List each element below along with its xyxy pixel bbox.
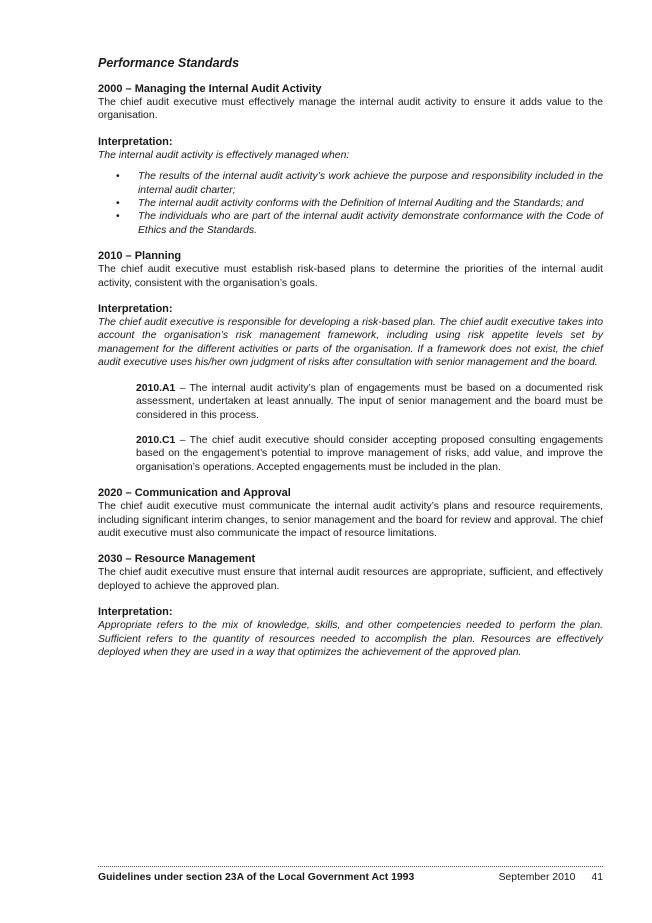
section-2030 [98, 552, 603, 593]
document-page [98, 56, 603, 671]
footer-right [483, 872, 603, 883]
interpretation-text: The chief audit executive is responsible for developing a risk-based plan. The chief audit executive takes into account the organisation’s risk management framework, including using risk appetite levels set by management for the different activities or parts of the organisation. If a framework does not exist, the chief audit executive uses his/her own judgment of risks after consultation with senior management and the board. [98, 317, 603, 369]
bullet-list [98, 170, 603, 237]
footer-date: September 2010 [498, 872, 576, 883]
section-title: 2010 – Planning [98, 250, 182, 263]
page-footer [98, 866, 603, 883]
section-title: 2000 – Managing the Internal Audit Activity [98, 83, 322, 95]
interpretation-2030 [98, 605, 603, 659]
interpretation-text: Appropriate refers to the mix of knowledge, skills, and other competencies needed to perform the plan. Sufficient refers to the quantity of resources needed to accomplish the plan. Resources are effectively deployed when they are used in a way that optimizes the achievement of the approved plan. [98, 620, 603, 658]
interpretation-title: Interpretation: [98, 606, 173, 619]
interpretation-title: Interpretation: [98, 303, 173, 316]
list-item: • The results of the internal audit activity’s work achieve the purpose and responsibility included in the internal audit charter; [116, 171, 603, 196]
footer-title: Guidelines under section 23A of the Local Government Act 1993 [98, 872, 415, 883]
standard-2010-c1: 2010.C1 – The chief audit executive should consider accepting proposed consulting engagements based on the engagement’s potential to improve management of risks, add value, and improve the organisation’s operations. Accepted engagements must be included in the plan. [136, 434, 603, 473]
list-item: • The internal audit activity conforms with the Definition of Internal Auditing and the Standards; and [116, 198, 584, 210]
section-text: The chief audit executive must ensure that internal audit resources are appropriate, sufficient, and effectively deployed to achieve the approved plan. [98, 567, 603, 592]
bullet-icon: • [116, 171, 120, 183]
section-text: The chief audit executive must communicate the internal audit activity’s plans and resource requirements, including significant interim changes, to senior management and the board for review and approval. The chief audit executive must also communicate the impact of resource limitations. [98, 501, 603, 539]
interpretation-title: Interpretation: [98, 135, 173, 148]
interpretation-intro: The internal audit activity is effectively managed when: [98, 149, 350, 161]
section-title: 2030 – Resource Management [98, 553, 256, 566]
interpretation-2010 [98, 302, 603, 474]
standard-2010-a1: 2010.A1 – The internal audit activity’s plan of engagements must be based on a documented risk assessment, undertaken at least annually. The input of senior management and the board must be considered in this process. [136, 382, 603, 421]
section-2000 [98, 82, 603, 123]
bullet-icon: • [116, 211, 120, 223]
page-number: 41 [591, 872, 603, 883]
section-2010 [98, 249, 603, 290]
list-item: • The individuals who are part of the internal audit activity demonstrate conformance with the Code of Ethics and the Standards. [116, 211, 603, 236]
section-2020 [98, 486, 603, 540]
page-heading: Performance Standards [98, 56, 240, 70]
interpretation-2000 [98, 135, 603, 237]
section-text: The chief audit executive must establish risk-based plans to determine the priorities of the internal audit activity, consistent with the organisation’s goals. [98, 264, 603, 289]
bullet-icon: • [116, 198, 120, 210]
section-text: The chief audit executive must effectively manage the internal audit activity to ensure it adds value to the organisation. [98, 97, 603, 122]
section-title: 2020 – Communication and Approval [98, 487, 291, 500]
